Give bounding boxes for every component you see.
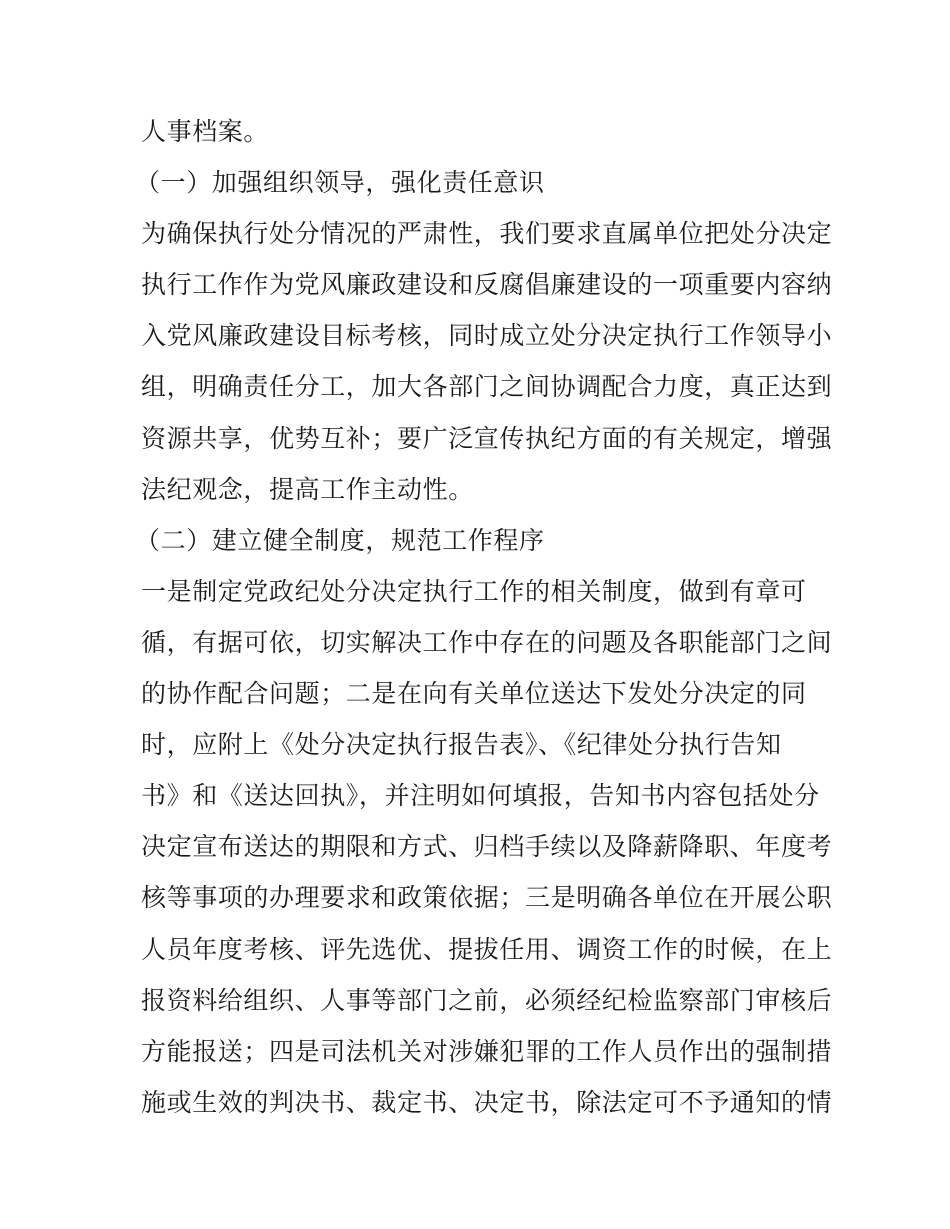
text-line: 决定宣布送达的期限和方式、归档手续以及降薪降职、年度考 xyxy=(141,832,833,862)
text-line: 执行工作作为党风廉政建设和反腐倡廉建设的一项重要内容纳 xyxy=(141,270,833,300)
section-heading: （二）建立健全制度，规范工作程序 xyxy=(135,525,545,555)
text-line: 时，应附上《处分决定执行报告表》、《纪律处分执行告知 xyxy=(141,730,782,760)
text-line: 组，明确责任分工，加大各部门之间协调配合力度，真正达到 xyxy=(141,372,833,402)
text-line: 入党风廉政建设目标考核，同时成立处分决定执行工作领导小 xyxy=(141,321,833,351)
text-line: 核等事项的办理要求和政策依据；三是明确各单位在开展公职 xyxy=(141,883,833,913)
text-line: 人员年度考核、评先选优、提拔任用、调资工作的时候，在上 xyxy=(141,934,833,964)
text-line: 循，有据可依，切实解决工作中存在的问题及各职能部门之间 xyxy=(141,627,833,657)
document-body xyxy=(135,106,833,1128)
text-line: 人事档案。 xyxy=(141,117,270,146)
text-line: 一是制定党政纪处分决定执行工作的相关制度，做到有章可 xyxy=(141,576,807,606)
text-line: 报资料给组织、人事等部门之前，必须经纪检监察部门审核后 xyxy=(141,985,833,1015)
text-line: 资源共享，优势互补；要广泛宣传执纪方面的有关规定，增强 xyxy=(141,423,833,453)
text-line: 施或生效的判决书、裁定书、决定书，除法定可不予通知的情 xyxy=(141,1087,833,1117)
text-line: 方能报送；四是司法机关对涉嫌犯罪的工作人员作出的强制措 xyxy=(141,1036,833,1066)
text-line: 的协作配合问题；二是在向有关单位送达下发处分决定的同 xyxy=(141,679,807,709)
text-line: 法纪观念，提高工作主动性。 xyxy=(141,474,474,504)
text-line: 书》和《送达回执》，并注明如何填报，告知书内容包括处分 xyxy=(141,781,820,811)
section-heading: （一）加强组织领导，强化责任意识 xyxy=(135,168,545,198)
text-line: 为确保执行处分情况的严肃性，我们要求直属单位把处分决定 xyxy=(141,219,833,249)
